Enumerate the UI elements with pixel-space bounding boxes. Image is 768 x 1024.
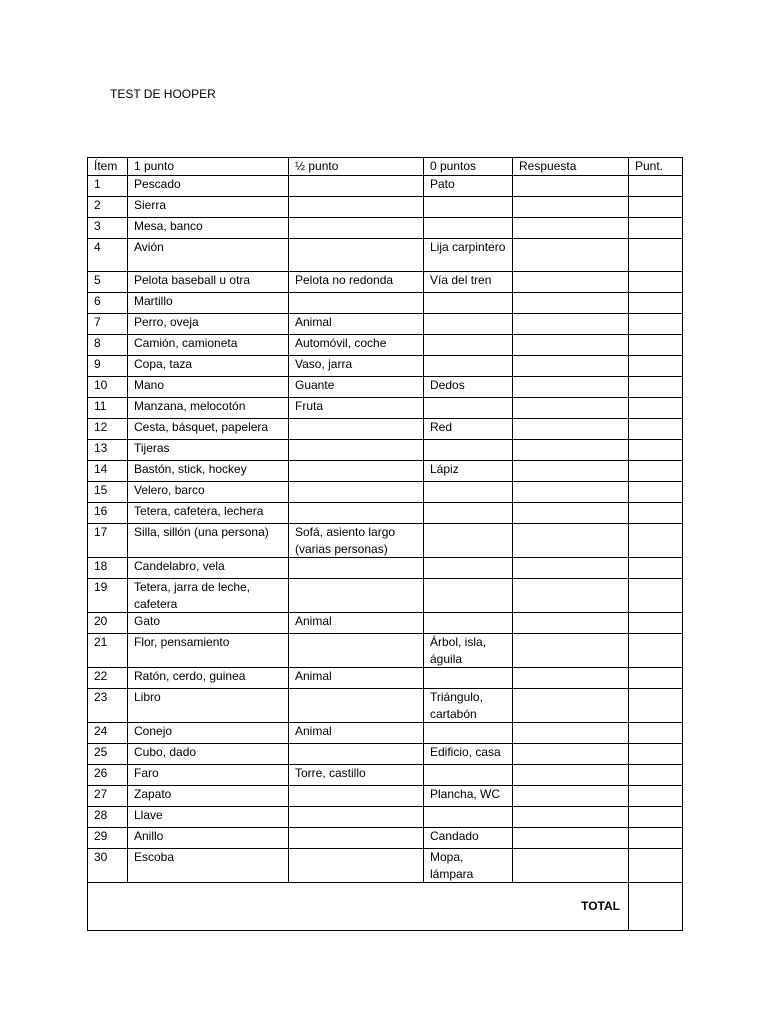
answer-cell[interactable] [513, 482, 629, 503]
half-point-cell: Vaso, jarra [289, 356, 424, 377]
one-point-cell: Manzana, melocotón [128, 398, 289, 419]
zero-points-cell [424, 723, 513, 744]
table-header-row [88, 158, 683, 176]
zero-points-cell [424, 314, 513, 335]
score-cell[interactable] [629, 272, 683, 293]
half-point-cell: Pelota no redonda [289, 272, 424, 293]
score-cell[interactable] [629, 293, 683, 314]
item-number-cell: 18 [88, 558, 128, 579]
answer-cell[interactable] [513, 723, 629, 744]
zero-points-cell [424, 524, 513, 558]
document-title: TEST DE HOOPER [110, 87, 216, 101]
zero-points-cell: Red [424, 419, 513, 440]
item-number-cell: 25 [88, 744, 128, 765]
score-cell[interactable] [629, 197, 683, 218]
item-number-cell: 17 [88, 524, 128, 558]
item-number-cell: 15 [88, 482, 128, 503]
table-row [88, 398, 683, 419]
half-point-cell [289, 558, 424, 579]
one-point-cell: Cubo, dado [128, 744, 289, 765]
one-point-cell: Copa, taza [128, 356, 289, 377]
header-one-point: 1 punto [128, 158, 289, 176]
header-answer: Respuesta [513, 158, 629, 176]
item-number-cell: 21 [88, 634, 128, 668]
half-point-cell [289, 218, 424, 239]
table-row [88, 849, 683, 883]
one-point-cell: Perro, oveja [128, 314, 289, 335]
answer-cell[interactable] [513, 634, 629, 668]
half-point-cell [289, 786, 424, 807]
table-row [88, 356, 683, 377]
half-point-cell: Fruta [289, 398, 424, 419]
half-point-cell [289, 634, 424, 668]
score-cell[interactable] [629, 335, 683, 356]
table-row [88, 786, 683, 807]
half-point-cell [289, 293, 424, 314]
answer-cell[interactable] [513, 398, 629, 419]
half-point-cell [289, 503, 424, 524]
answer-cell[interactable] [513, 807, 629, 828]
half-point-cell [289, 828, 424, 849]
item-number-cell: 30 [88, 849, 128, 883]
answer-cell[interactable] [513, 197, 629, 218]
answer-cell[interactable] [513, 335, 629, 356]
score-cell[interactable] [629, 314, 683, 335]
score-cell[interactable] [629, 558, 683, 579]
score-cell[interactable] [629, 786, 683, 807]
half-point-cell [289, 197, 424, 218]
table-row [88, 272, 683, 293]
score-cell[interactable] [629, 461, 683, 482]
zero-points-cell: Dedos [424, 377, 513, 398]
one-point-cell: Pelota baseball u otra [128, 272, 289, 293]
item-number-cell: 12 [88, 419, 128, 440]
zero-points-cell: Candado [424, 828, 513, 849]
zero-points-cell [424, 398, 513, 419]
item-number-cell: 24 [88, 723, 128, 744]
header-item: Ítem [88, 158, 128, 176]
header-zero-points: 0 puntos [424, 158, 513, 176]
table-row [88, 634, 683, 668]
half-point-cell [289, 482, 424, 503]
score-cell[interactable] [629, 579, 683, 613]
table-row [88, 314, 683, 335]
zero-points-cell [424, 356, 513, 377]
one-point-cell: Silla, sillón (una persona) [128, 524, 289, 558]
score-cell[interactable] [629, 807, 683, 828]
score-cell[interactable] [629, 668, 683, 689]
item-number-cell: 19 [88, 579, 128, 613]
one-point-cell: Zapato [128, 786, 289, 807]
one-point-cell: Mesa, banco [128, 218, 289, 239]
answer-cell[interactable] [513, 668, 629, 689]
item-number-cell: 23 [88, 689, 128, 723]
zero-points-cell [424, 503, 513, 524]
answer-cell[interactable] [513, 293, 629, 314]
answer-cell[interactable] [513, 377, 629, 398]
table-row [88, 440, 683, 461]
table-row [88, 218, 683, 239]
table-body [88, 176, 683, 883]
answer-cell[interactable] [513, 356, 629, 377]
answer-cell[interactable] [513, 744, 629, 765]
answer-cell[interactable] [513, 239, 629, 272]
table-row [88, 482, 683, 503]
one-point-cell: Gato [128, 613, 289, 634]
score-cell[interactable] [629, 723, 683, 744]
table-row [88, 723, 683, 744]
score-cell[interactable] [629, 218, 683, 239]
zero-points-cell: Triángulo, cartabón [424, 689, 513, 723]
zero-points-cell: Lija carpintero [424, 239, 513, 272]
table-row [88, 335, 683, 356]
score-cell[interactable] [629, 440, 683, 461]
table-row [88, 668, 683, 689]
total-label: TOTAL [88, 883, 629, 931]
item-number-cell: 28 [88, 807, 128, 828]
zero-points-cell: Lápiz [424, 461, 513, 482]
score-cell[interactable] [629, 482, 683, 503]
score-cell[interactable] [629, 744, 683, 765]
half-point-cell: Torre, castillo [289, 765, 424, 786]
header-half-point: ½ punto [289, 158, 424, 176]
score-cell[interactable] [629, 613, 683, 634]
half-point-cell [289, 849, 424, 883]
half-point-cell [289, 579, 424, 613]
table-row [88, 579, 683, 613]
zero-points-cell [424, 558, 513, 579]
answer-cell[interactable] [513, 786, 629, 807]
answer-cell[interactable] [513, 828, 629, 849]
table-row [88, 239, 683, 272]
table-row [88, 558, 683, 579]
score-cell[interactable] [629, 398, 683, 419]
item-number-cell: 6 [88, 293, 128, 314]
score-cell[interactable] [629, 176, 683, 197]
zero-points-cell [424, 335, 513, 356]
half-point-cell: Animal [289, 723, 424, 744]
table-row [88, 613, 683, 634]
answer-cell[interactable] [513, 503, 629, 524]
score-cell[interactable] [629, 419, 683, 440]
half-point-cell [289, 176, 424, 197]
zero-points-cell [424, 440, 513, 461]
zero-points-cell [424, 482, 513, 503]
total-score-cell[interactable] [629, 883, 683, 931]
item-number-cell: 26 [88, 765, 128, 786]
item-number-cell: 11 [88, 398, 128, 419]
table-row [88, 503, 683, 524]
one-point-cell: Mano [128, 377, 289, 398]
score-cell[interactable] [629, 377, 683, 398]
answer-cell[interactable] [513, 765, 629, 786]
table-row [88, 689, 683, 723]
table-row [88, 765, 683, 786]
score-cell[interactable] [629, 524, 683, 558]
half-point-cell [289, 744, 424, 765]
answer-cell[interactable] [513, 314, 629, 335]
zero-points-cell [424, 765, 513, 786]
zero-points-cell: Edificio, casa [424, 744, 513, 765]
answer-cell[interactable] [513, 849, 629, 883]
table-row [88, 807, 683, 828]
zero-points-cell [424, 579, 513, 613]
half-point-cell [289, 461, 424, 482]
answer-cell[interactable] [513, 272, 629, 293]
answer-cell[interactable] [513, 524, 629, 558]
answer-cell[interactable] [513, 613, 629, 634]
one-point-cell: Flor, pensamiento [128, 634, 289, 668]
table-row [88, 197, 683, 218]
total-row [88, 883, 683, 931]
one-point-cell: Llave [128, 807, 289, 828]
half-point-cell: Animal [289, 314, 424, 335]
answer-cell[interactable] [513, 558, 629, 579]
header-score: Punt. [629, 158, 683, 176]
one-point-cell: Escoba [128, 849, 289, 883]
zero-points-cell: Pato [424, 176, 513, 197]
half-point-cell: Animal [289, 613, 424, 634]
half-point-cell [289, 239, 424, 272]
item-number-cell: 20 [88, 613, 128, 634]
hooper-table [87, 157, 683, 931]
zero-points-cell: Mopa, lámpara [424, 849, 513, 883]
one-point-cell: Faro [128, 765, 289, 786]
zero-points-cell [424, 668, 513, 689]
item-number-cell: 2 [88, 197, 128, 218]
answer-cell[interactable] [513, 440, 629, 461]
one-point-cell: Anillo [128, 828, 289, 849]
zero-points-cell [424, 807, 513, 828]
answer-cell[interactable] [513, 176, 629, 197]
item-number-cell: 29 [88, 828, 128, 849]
item-number-cell: 9 [88, 356, 128, 377]
score-cell[interactable] [629, 849, 683, 883]
item-number-cell: 4 [88, 239, 128, 272]
zero-points-cell: Vía del tren [424, 272, 513, 293]
half-point-cell: Sofá, asiento largo (varias personas) [289, 524, 424, 558]
answer-cell[interactable] [513, 689, 629, 723]
one-point-cell: Tetera, jarra de leche, cafetera [128, 579, 289, 613]
item-number-cell: 7 [88, 314, 128, 335]
zero-points-cell [424, 293, 513, 314]
item-number-cell: 5 [88, 272, 128, 293]
half-point-cell [289, 419, 424, 440]
half-point-cell [289, 807, 424, 828]
item-number-cell: 22 [88, 668, 128, 689]
score-cell[interactable] [629, 356, 683, 377]
answer-cell[interactable] [513, 579, 629, 613]
table-row [88, 524, 683, 558]
zero-points-cell: Plancha, WC [424, 786, 513, 807]
zero-points-cell [424, 613, 513, 634]
item-number-cell: 1 [88, 176, 128, 197]
table-row [88, 176, 683, 197]
one-point-cell: Bastón, stick, hockey [128, 461, 289, 482]
one-point-cell: Pescado [128, 176, 289, 197]
half-point-cell: Animal [289, 668, 424, 689]
answer-cell[interactable] [513, 218, 629, 239]
one-point-cell: Camión, camioneta [128, 335, 289, 356]
one-point-cell: Sierra [128, 197, 289, 218]
one-point-cell: Tetera, cafetera, lechera [128, 503, 289, 524]
one-point-cell: Cesta, básquet, papelera [128, 419, 289, 440]
answer-cell[interactable] [513, 461, 629, 482]
zero-points-cell [424, 197, 513, 218]
half-point-cell [289, 440, 424, 461]
one-point-cell: Martillo [128, 293, 289, 314]
score-cell[interactable] [629, 634, 683, 668]
zero-points-cell: Árbol, isla, águila [424, 634, 513, 668]
table-row [88, 744, 683, 765]
item-number-cell: 14 [88, 461, 128, 482]
one-point-cell: Velero, barco [128, 482, 289, 503]
item-number-cell: 27 [88, 786, 128, 807]
half-point-cell [289, 689, 424, 723]
score-cell[interactable] [629, 689, 683, 723]
table-row [88, 461, 683, 482]
one-point-cell: Avión [128, 239, 289, 272]
one-point-cell: Tijeras [128, 440, 289, 461]
table-row [88, 293, 683, 314]
answer-cell[interactable] [513, 419, 629, 440]
score-cell[interactable] [629, 765, 683, 786]
one-point-cell: Candelabro, vela [128, 558, 289, 579]
item-number-cell: 3 [88, 218, 128, 239]
table-row [88, 377, 683, 398]
half-point-cell: Automóvil, coche [289, 335, 424, 356]
table-row [88, 419, 683, 440]
item-number-cell: 8 [88, 335, 128, 356]
score-cell[interactable] [629, 828, 683, 849]
zero-points-cell [424, 218, 513, 239]
item-number-cell: 13 [88, 440, 128, 461]
one-point-cell: Libro [128, 689, 289, 723]
one-point-cell: Conejo [128, 723, 289, 744]
score-cell[interactable] [629, 503, 683, 524]
item-number-cell: 16 [88, 503, 128, 524]
score-cell[interactable] [629, 239, 683, 272]
half-point-cell: Guante [289, 377, 424, 398]
table-row [88, 828, 683, 849]
item-number-cell: 10 [88, 377, 128, 398]
one-point-cell: Ratón, cerdo, guinea [128, 668, 289, 689]
